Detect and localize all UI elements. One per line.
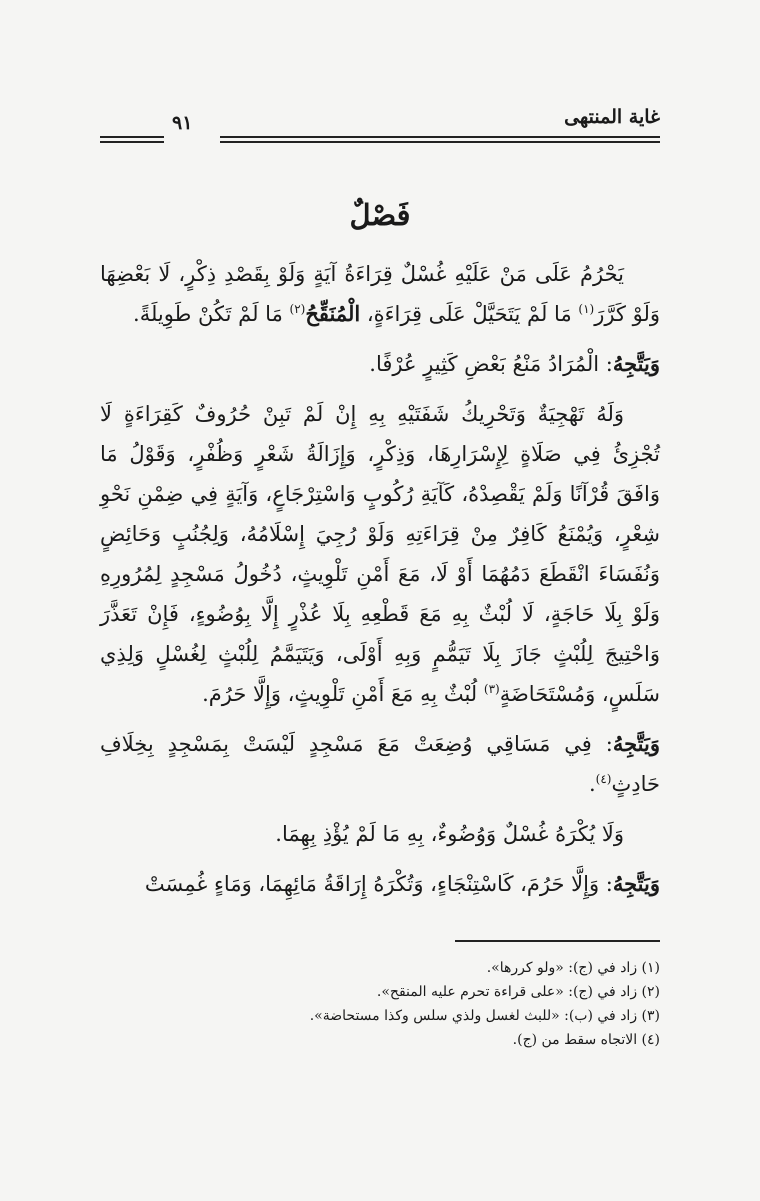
page-header xyxy=(100,100,660,150)
term-bold: الْمُنَقِّحُ xyxy=(305,301,361,326)
running-title: غاية المنتهى xyxy=(564,106,660,128)
paragraph-text: مَا لَمْ تَكُنْ طَوِيلَةً. xyxy=(133,302,290,326)
header-rule xyxy=(100,141,164,143)
paragraph-text: لُبْثٌ بِهِ مَعَ أَمْنِ تَلْوِيثٍ، وَإِلَّا حَرُمَ. xyxy=(202,682,484,706)
header-rule xyxy=(100,136,164,138)
footnote: (٣) زاد في (ب): «للبث لغسل ولذي سلس وكذا مستحاضة». xyxy=(309,1008,660,1024)
term-bold: وَيَتَّجِهُ xyxy=(612,731,660,756)
paragraph-text: : وَإِلَّا حَرُمَ، كَاسْتِنْجَاءٍ، وَتُكْرَهُ إِرَاقَةُ مَائِهِمَا، وَمَاءٍ غُمِسَتْ xyxy=(144,872,613,896)
page-number: ٩١ xyxy=(172,112,193,134)
paragraph-text: يَحْرُمُ عَلَى مَنْ عَلَيْهِ غُسْلٌ قِرَاءَةُ آيَةٍ وَلَوْ بِقَصْدِ ذِكْرٍ، لَا بَعْضِهَا وَلَوْ كَرَّرَ xyxy=(100,262,660,326)
paragraph-text: : الْمُرَادُ مَنْعُ بَعْضِ كَثِيرٍ عُرْفًا. xyxy=(369,352,613,376)
paragraph xyxy=(100,864,660,904)
footnote-ref: (٤) xyxy=(595,772,612,786)
paragraph-text: مَا لَمْ يَتَحَيَّلْ عَلَى قِرَاءَةٍ، xyxy=(360,302,579,326)
paragraph-text: . xyxy=(588,772,596,796)
term-bold: وَيَتَّجِهُ xyxy=(612,871,660,896)
paragraph xyxy=(100,254,660,334)
footnote-ref: (٣) xyxy=(483,682,500,696)
footnotes xyxy=(100,956,660,1052)
header-rule xyxy=(220,136,660,138)
footnote-ref: (١) xyxy=(578,302,595,316)
main-text xyxy=(100,190,660,904)
footnote: (٤) الاتجاه سقط من (ج). xyxy=(512,1032,660,1048)
paragraph xyxy=(100,394,660,714)
paragraph xyxy=(100,344,660,384)
footnote: (٢) زاد في (ج): «على قراءة تحرم عليه المنقح». xyxy=(376,984,660,1000)
paragraph xyxy=(100,814,660,854)
footnote-separator xyxy=(455,940,660,942)
paragraph-text: : فِي مَسَاقِي وُضِعَتْ مَعَ مَسْجِدٍ لَيْسَتْ بِمَسْجِدٍ بِخِلَافِ حَادِثٍ xyxy=(100,732,660,796)
footnote: (١) زاد في (ج): «ولو كررها». xyxy=(486,960,660,976)
header-rule xyxy=(220,141,660,143)
paragraph-text: وَلَهُ تَهْجِيَةٌ وَتَحْرِيكُ شَفَتَيْهِ بِهِ إِنْ لَمْ تَبِنْ حُرُوفٌ كَقِرَاءَةٍ لَا تُجْزِئُ فِي صَلَاةٍ لِإِسْرَارِهَا، وَذِكْرٍ، وَإِزَالَةُ شَعْرٍ وَظُفْرٍ، وَقَوْلُ مَا وَافَقَ قُرْآنًا وَلَمْ يَقْصِدْهُ، كَآيَةِ رُكُوبٍ وَاسْتِرْجَاعٍ، وَآيَةٍ فِي ضِمْنِ نَحْوِ شِعْرٍ، وَيُمْنَعُ كَافِرٌ مِنْ قِرَاءَتِهِ وَلَوْ رُجِيَ إِسْلَامُهُ، وَلِجُنُبٍ وَحَائِضٍ وَنُفَسَاءَ انْقَطَعَ دَمُهُمَا أَوْ لَا، مَعَ أَمْنِ تَلْوِيثٍ، دُخُولُ مَسْجِدٍ لِمُرُورِهِ وَلَوْ بِلَا حَاجَةٍ، لَا لُبْثٌ بِهِ مَعَ قَطْعِهِ بِلَا عُذْرٍ إِلَّا بِوُضُوءٍ، فَإِنْ تَعَذَّرَ وَاحْتِيجَ لِلُبْثٍ جَازَ بِلَا تَيَمُّمٍ وَبِهِ أَوْلَى، وَيَتَيَمَّمُ لِلُبْثٍ لِغُسْلٍ وَلِذِي سَلَسٍ، وَمُسْتَحَاضَةٍ xyxy=(100,402,660,706)
term-bold: وَيَتَّجِهُ xyxy=(612,351,660,376)
paragraph-text: وَلَا يُكْرَهُ غُسْلٌ وَوُضُوءٌ، بِهِ مَا لَمْ يُؤْذِ بِهِمَا. xyxy=(275,822,624,846)
section-title: فَصْلٌ xyxy=(349,198,411,232)
paragraph xyxy=(100,724,660,804)
footnote-ref: (٢) xyxy=(289,302,306,316)
